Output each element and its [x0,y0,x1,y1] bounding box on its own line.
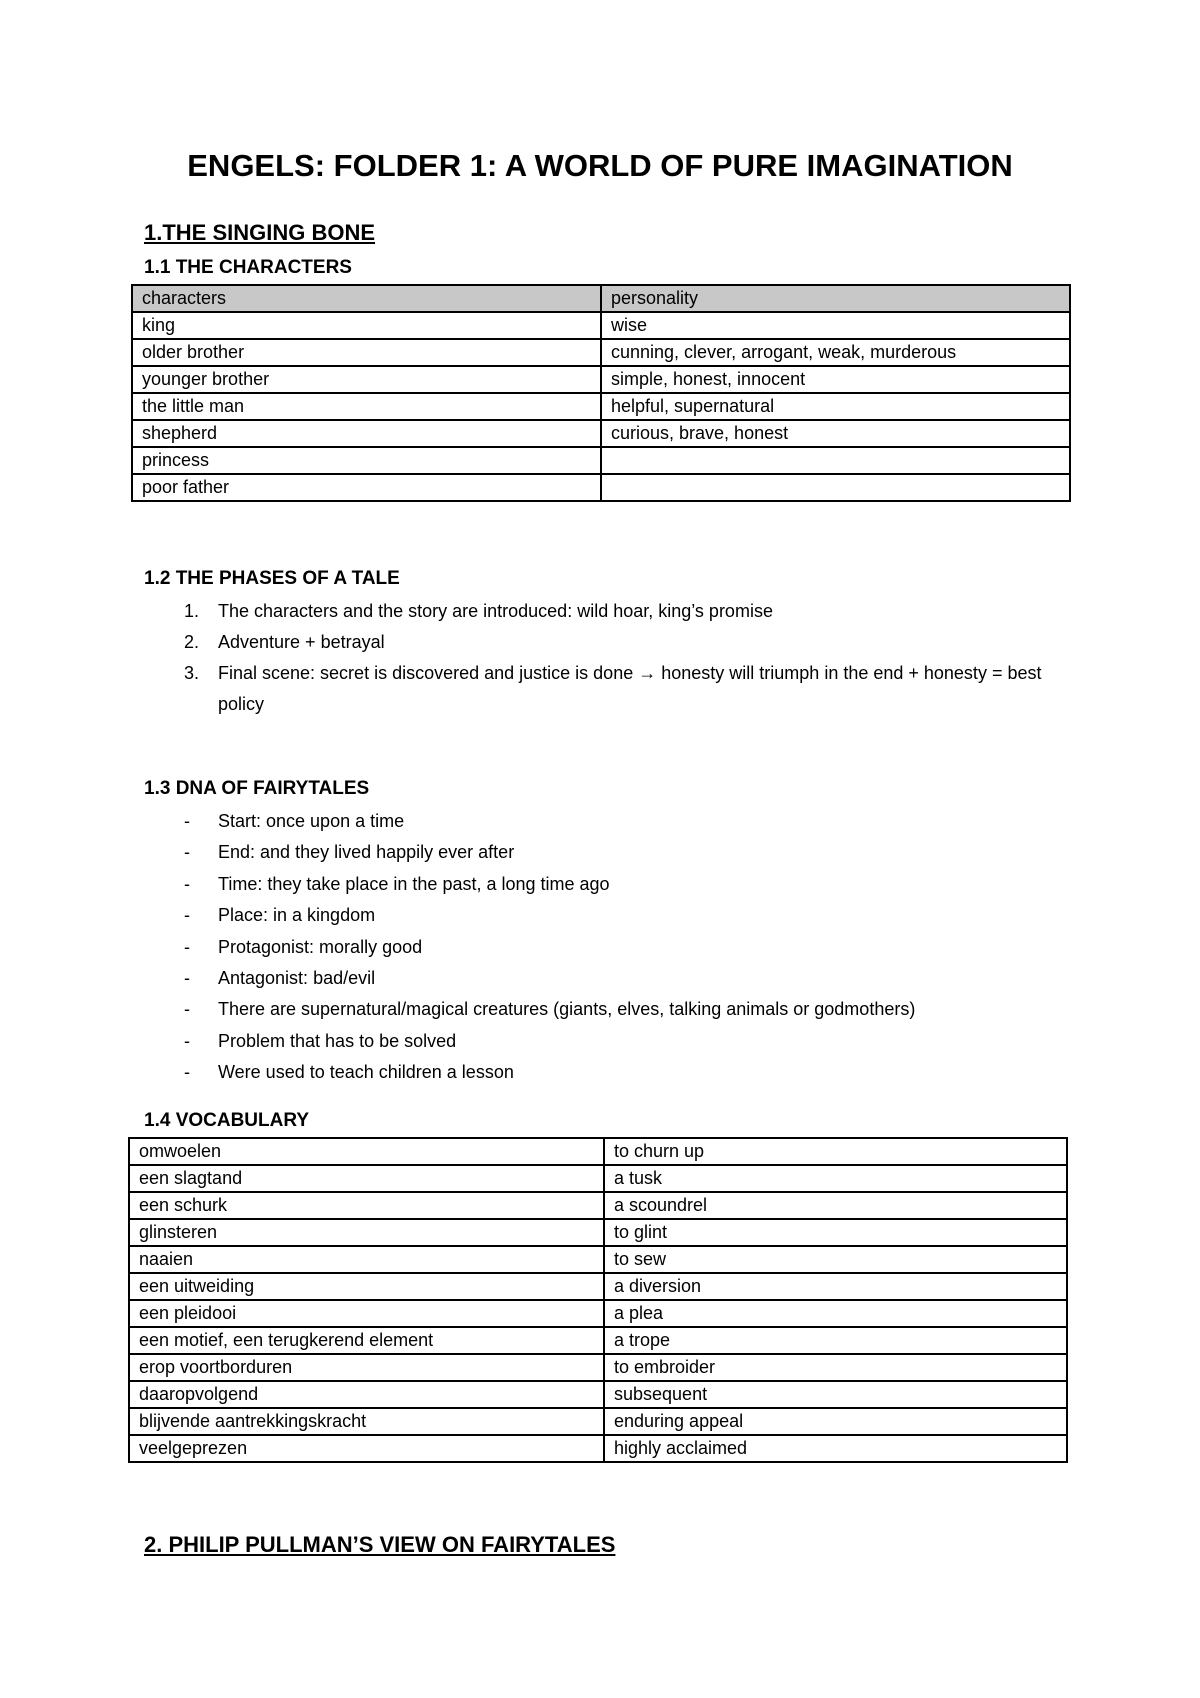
header-cell-personality: personality [601,285,1070,312]
dutch-term: een slagtand [129,1165,604,1192]
bullet-dash: - [184,873,190,894]
phase-text: The characters and the story are introduced: wild hoar, king’s promise [218,601,773,621]
list-item [144,596,1044,627]
dna-text: Were used to teach children a lesson [218,1062,514,1083]
character-name: poor father [132,474,601,501]
bullet-dash: - [184,968,190,989]
characters-heading: 1.1 THE CHARACTERS [144,257,352,278]
table-row [129,1192,1067,1219]
english-term: to sew [604,1246,1067,1273]
dutch-term: daaropvolgend [129,1381,604,1408]
character-name: the little man [132,393,601,420]
english-term: to churn up [604,1138,1067,1165]
phase-text: honesty will triumph in the end + honesty = best policy [218,663,1042,714]
table-row [129,1219,1067,1246]
character-personality: wise [601,312,1070,339]
list-item [144,900,1094,931]
english-term: a scoundrel [604,1192,1067,1219]
dutch-term: veelgeprezen [129,1435,604,1462]
table-row [132,474,1070,501]
dna-text: Start: once upon a time [218,811,405,831]
table-row [129,1354,1067,1381]
english-term: a diversion [604,1273,1067,1300]
right-arrow-icon: → [638,663,657,683]
bullet-dash: - [184,811,190,831]
phase-text: Adventure + betrayal [218,632,385,652]
dna-text: Protagonist: morally good [218,936,423,957]
character-name: king [132,312,601,339]
character-personality: cunning, clever, arrogant, weak, murderous [601,339,1070,366]
bullet-dash: - [184,1062,190,1083]
table-row [132,366,1070,393]
dna-text: Time: they take place in the past, a long time ago [218,873,610,894]
bullet-dash: - [184,905,190,926]
dutch-term: een schurk [129,1192,604,1219]
list-number: 2. [184,632,200,652]
list-item [144,932,1094,963]
english-term: highly acclaimed [604,1435,1067,1462]
list-item [144,1026,1094,1057]
table-row [129,1381,1067,1408]
dutch-term: erop voortborduren [129,1354,604,1381]
character-personality: simple, honest, innocent [601,366,1070,393]
bullet-dash: - [184,842,190,863]
english-term: a trope [604,1327,1067,1354]
bullet-dash: - [184,999,190,1020]
section-2-heading: 2. PHILIP PULLMAN’S VIEW ON FAIRYTALES [144,1532,616,1557]
table-row [129,1273,1067,1300]
dutch-term: een pleidooi [129,1300,604,1327]
list-item [144,837,1094,868]
dutch-term: naaien [129,1246,604,1273]
english-term: subsequent [604,1381,1067,1408]
character-name: older brother [132,339,601,366]
list-number: 1. [184,601,200,621]
dna-text: Antagonist: bad/evil [218,968,376,989]
dna-heading: 1.3 DNA OF FAIRYTALES [144,778,370,799]
english-term: a tusk [604,1165,1067,1192]
character-personality [601,474,1070,501]
dna-list [144,806,1094,1089]
phases-list [144,596,1044,720]
character-personality: curious, brave, honest [601,420,1070,447]
dutch-term: blijvende aantrekkingskracht [129,1408,604,1435]
table-row [129,1300,1067,1327]
table-row [129,1408,1067,1435]
character-name: princess [132,447,601,474]
bullet-dash: - [184,936,190,957]
characters-table [131,284,1071,502]
dutch-term: glinsteren [129,1219,604,1246]
table-row [132,393,1070,420]
dna-text: Problem that has to be solved [218,1030,457,1051]
english-term: enduring appeal [604,1408,1067,1435]
table-row [132,420,1070,447]
table-row [129,1138,1067,1165]
header-cell-characters: characters [132,285,601,312]
table-row [129,1246,1067,1273]
list-item [144,963,1094,994]
table-row [132,312,1070,339]
dutch-term: een motief, een terugkerend element [129,1327,604,1354]
english-term: to embroider [604,1354,1067,1381]
list-item [144,1057,1094,1088]
table-row [129,1327,1067,1354]
list-item [144,806,1094,837]
vocabulary-table [128,1137,1068,1463]
section-1-heading: 1.THE SINGING BONE [144,220,376,245]
character-name: shepherd [132,420,601,447]
dna-text: Place: in a kingdom [218,905,376,926]
table-row [129,1165,1067,1192]
document-title: ENGELS: FOLDER 1: A WORLD OF PURE IMAGINATION [187,148,1013,183]
dna-text: There are supernatural/magical creatures (giants, elves, talking animals or godmothers) [218,999,916,1020]
dutch-term: omwoelen [129,1138,604,1165]
dutch-term: een uitweiding [129,1273,604,1300]
bullet-dash: - [184,1030,190,1051]
table-row [129,1435,1067,1462]
list-number: 3. [184,663,200,683]
characters-table-header [132,285,1070,312]
phases-heading: 1.2 THE PHASES OF A TALE [144,568,400,589]
list-item [144,627,1044,658]
list-item [144,658,1044,720]
english-term: a plea [604,1300,1067,1327]
list-item [144,869,1094,900]
english-term: to glint [604,1219,1067,1246]
character-personality: helpful, supernatural [601,393,1070,420]
character-personality [601,447,1070,474]
table-row [132,447,1070,474]
dna-text: End: and they lived happily ever after [218,842,515,863]
vocabulary-heading: 1.4 VOCABULARY [144,1110,310,1131]
table-row [132,339,1070,366]
phase-text: Final scene: secret is discovered and justice is done [218,663,634,683]
character-name: younger brother [132,366,601,393]
list-item [144,994,1094,1025]
